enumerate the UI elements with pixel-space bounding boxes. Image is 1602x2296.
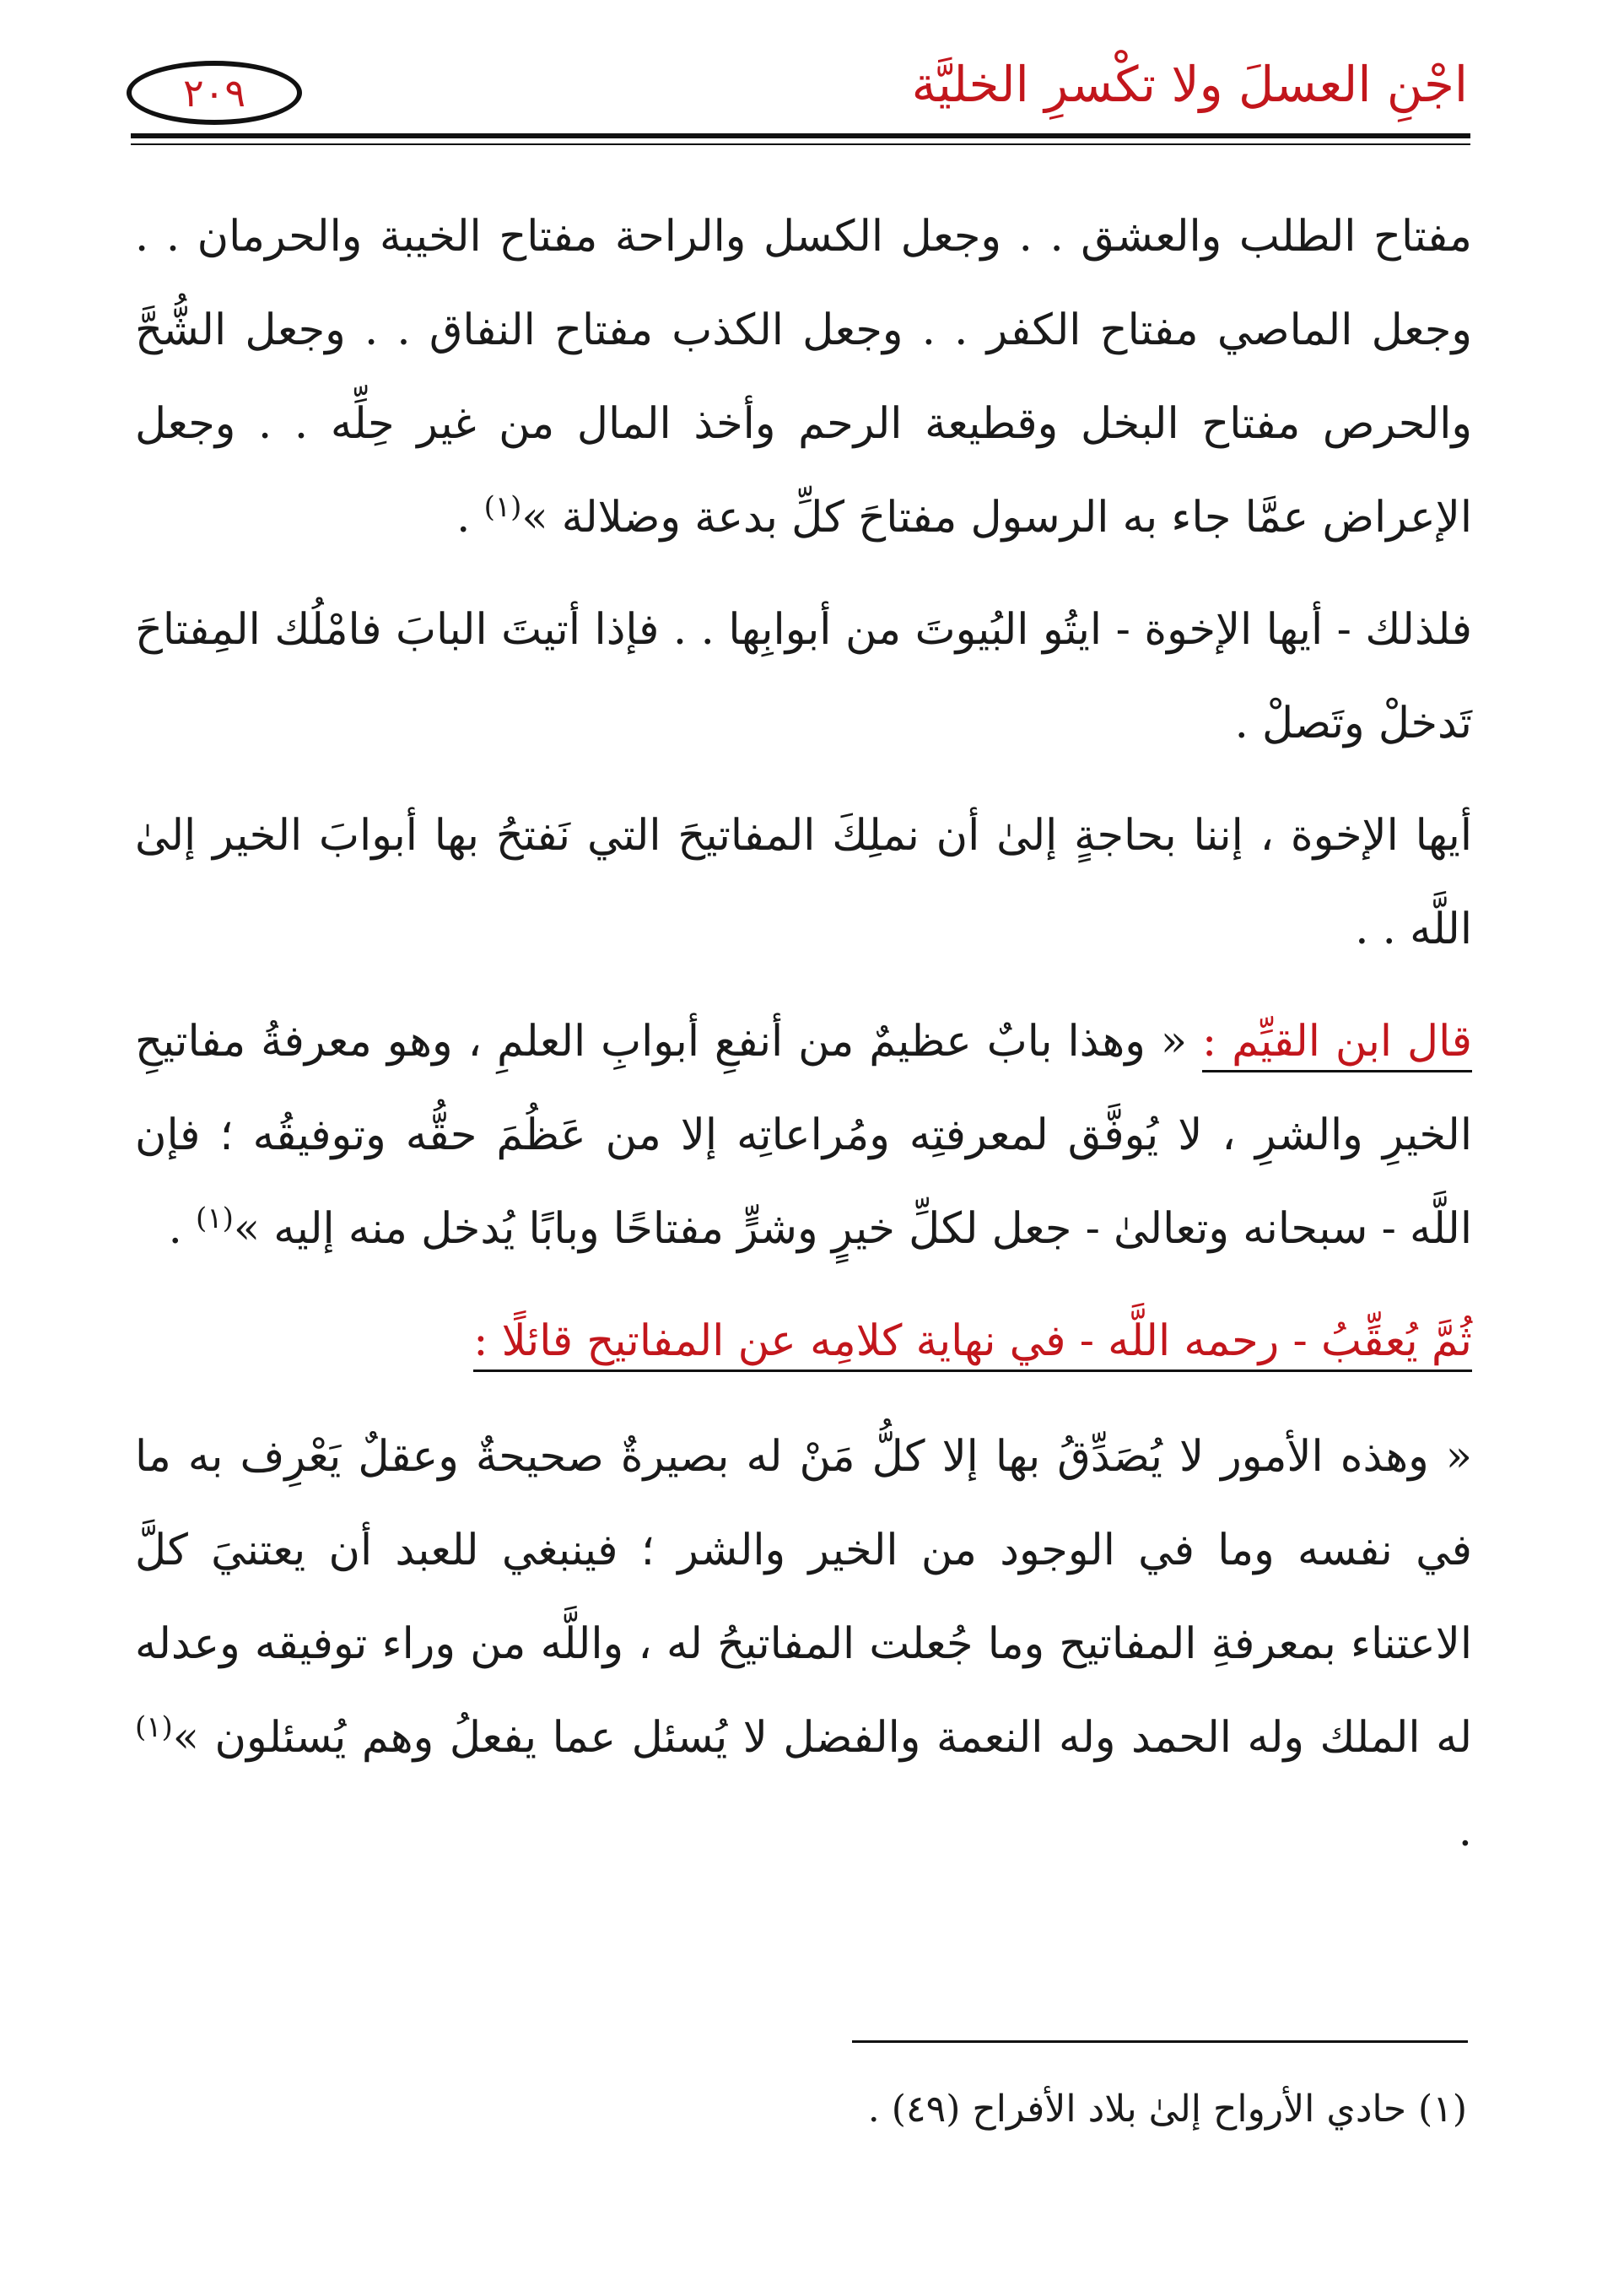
running-title: اجْنِ العسلَ ولا تكْسرِ الخليَّة [911,56,1468,113]
page-number: ٢٠٩ [127,61,302,125]
quote-paragraph [135,995,1472,1276]
quote-paragraph [135,1410,1472,1878]
quote-speaker: قال ابن القيِّم : [1202,1017,1472,1072]
header-rule-thin [131,143,1470,145]
footnote-reference: (١) [483,490,522,524]
paragraph-end: . [1458,1807,1472,1856]
paragraph-end: . [456,493,484,543]
footnote: (١) حادي الأرواح إلىٰ بلاد الأفراح (٤٩) . [867,2088,1467,2131]
quote-text: « وهذا بابٌ عظيمٌ من أنفعِ أبوابِ العلمِ ، وهو معرفةُ مفاتيحِ الخيرِ والشرِ ، لا يُوفَّق لمعرفتِه ومُراعاتِه إلا من عَظُمَ حقُّه وتوفيقُه ؛ فإن اللَّه - سبحانه وتعالىٰ - جعل لكلِّ خيرٍ وشرٍّ مفتاحًا وبابًا يُدخل منه إليه » [135,1017,1472,1254]
footnote-separator [852,2040,1468,2043]
paragraph-end: . [168,1204,197,1254]
section-heading-text: ثُمَّ يُعقِّبُ - رحمه اللَّه - في نهاية كلامِه عن المفاتيح قائلًا : [473,1316,1472,1372]
paragraph-text: مفتاح الطلب والعشق . . وجعل الكسل والراحة مفتاح الخيبة والحرمان . . وجعل الماصي مفتاح الكفر . . وجعل الكذب مفتاح النفاق . . وجعل الشُّحَّ والحرص مفتاح البخل وقطيعة الرحم وأخذ المال من غير حِلِّه . . وجعل الإعراض عمَّا جاء به الرسول مفتاحَ كلِّ بدعة وضلالة » [135,212,1472,543]
header-rule-thick [131,133,1470,138]
footnote-reference: (١) [135,1710,173,1744]
paragraph [135,190,1472,565]
body-text [135,190,1472,1897]
footnote-reference: (١) [196,1202,234,1235]
paragraph: فلذلك - أيها الإخوة - ايتُو البُيوتَ من أبوابِها . . فإذا أتيتَ البابَ فامْلُك المِفتاحَ تَدخلْ وتَصلْ . [135,605,1472,748]
section-heading [135,1294,1472,1388]
paragraph: أيها الإخوة ، إننا بحاجةٍ إلىٰ أن نملِكَ المفاتيحَ التي نَفتحُ بها أبوابَ الخير إلىٰ اللَّه . . [135,811,1472,954]
page-header [127,51,1468,143]
quote-text: « وهذه الأمور لا يُصَدِّقُ بها إلا كلُّ مَنْ له بصيرةٌ صحيحةٌ وعقلٌ يَعْرِف به ما في نفسه وما في الوجود من الخير والشر ؛ فينبغي للعبد أن يعتنيَ كلَّ الاعتناء بمعرفةِ المفاتيح وما جُعلت المفاتيحُ له ، واللَّه من وراء توفيقه وعدله له الملك وله الحمد وله النعمة والفضل لا يُسئل عما يفعلُ وهم يُسئلون » [135,1432,1472,1763]
